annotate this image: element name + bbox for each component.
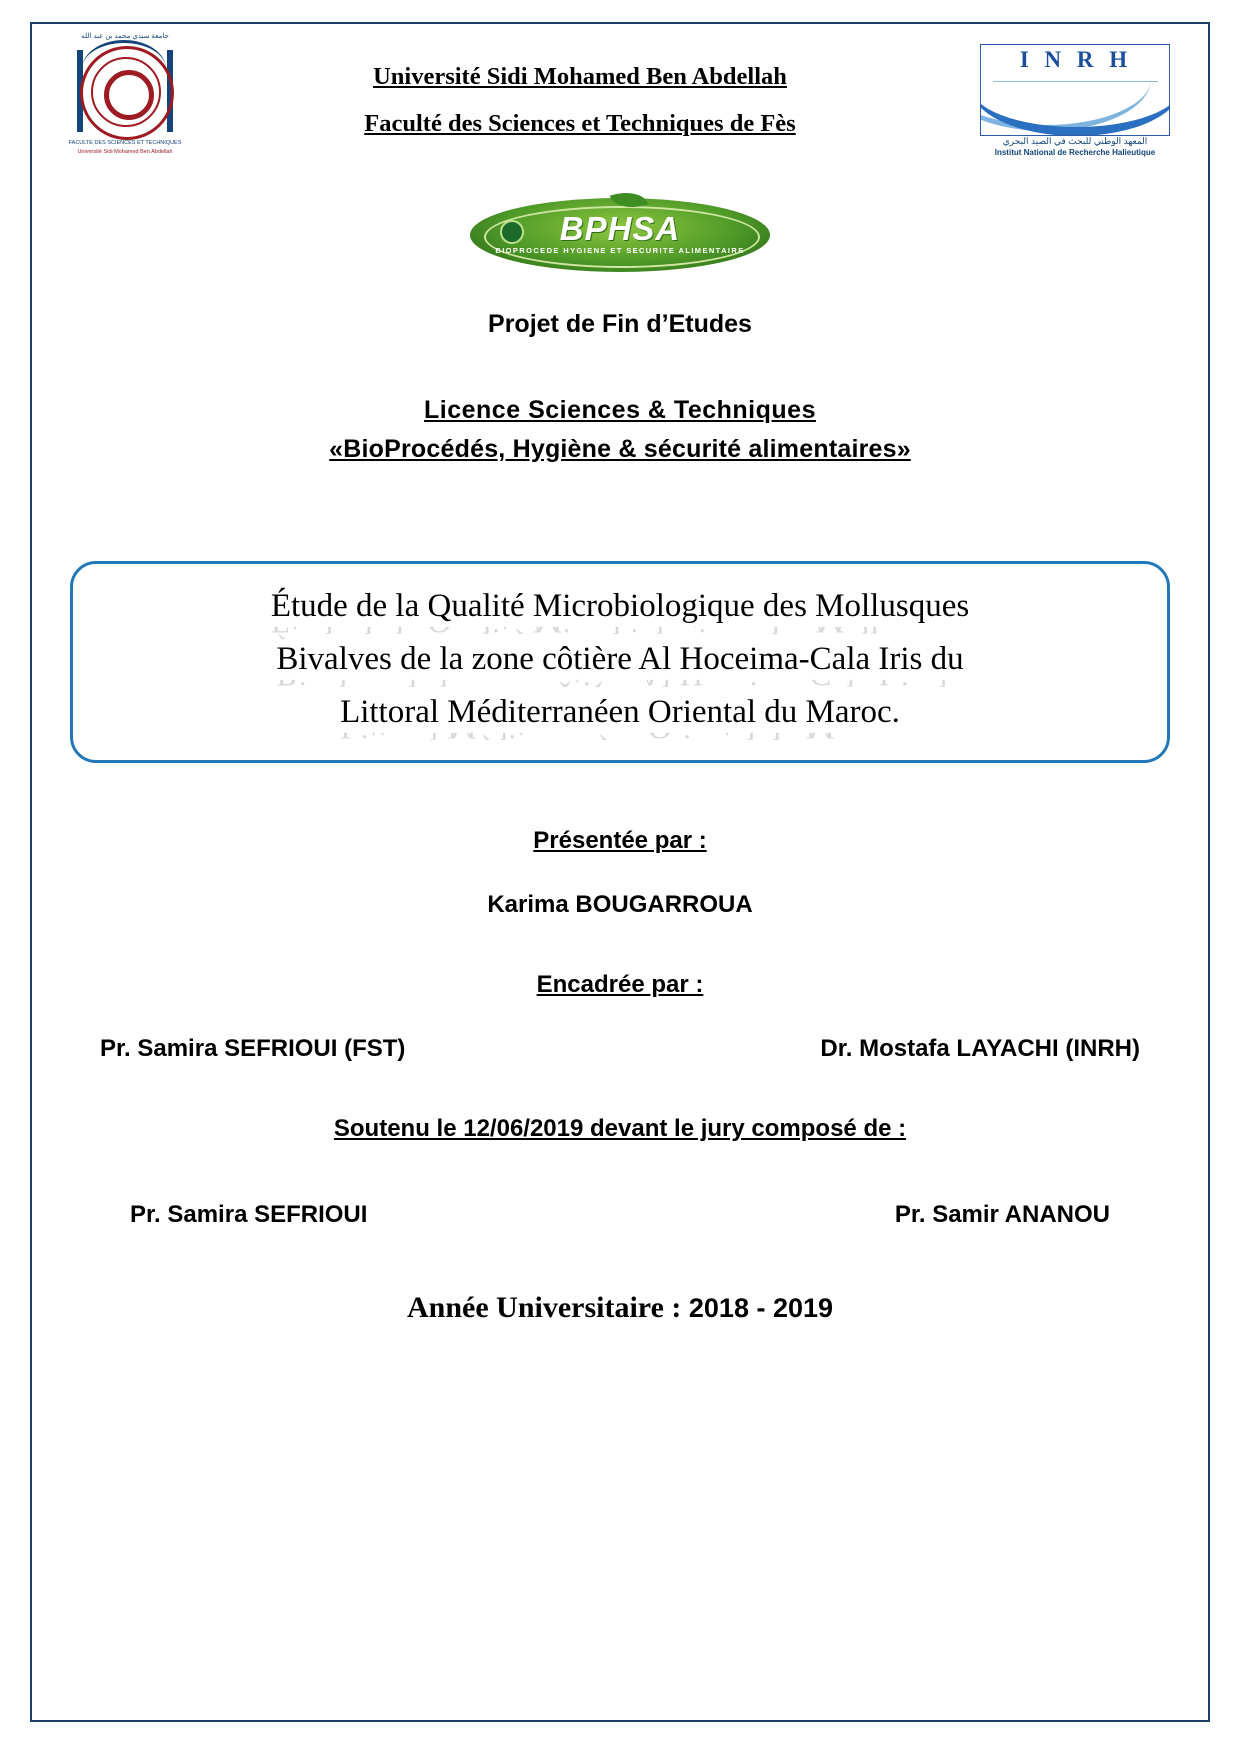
university-logo-arabic-text: جامعة سيدي محمد بن عبد الله [81,33,169,40]
academic-year-value: 2018 - 2019 [688,1292,834,1323]
jury-member-2: Pr. Samir ANANOU [894,1200,1110,1228]
supervised-by-label: Encadrée par : [536,970,704,998]
supervisors-row [60,1035,1180,1063]
degree-block [60,391,1180,469]
degree-line-2: «BioProcédés, Hygiène & sécurité alimentaires» [329,434,911,463]
jury-row [60,1201,1180,1229]
bphsa-logo-wrapper [60,190,1180,280]
university-logo-ring-inner [104,70,154,120]
thesis-title-line-2: Bivalves de la zone côtière Al Hoceima-Cala Iris du Bivalves de la zone côtière Al Hoceima-Cala Iris du [95,633,1145,686]
institution-heading [190,32,970,147]
inrh-wave-dark [980,87,1170,136]
document-type: Projet de Fin d’Etudes [488,310,752,338]
academic-year-label: Année Universitaire : [406,1290,689,1324]
degree-line-1: Licence Sciences & Techniques [424,396,816,424]
university-logo [60,32,190,162]
inrh-acronym: I N R H [1019,47,1133,72]
supervisor-1: Pr. Samira SEFRIOUI (FST) [100,1034,406,1062]
bphsa-logo [470,190,770,280]
inrh-arabic-name: المعهد الوطني للبحث في الصيد البحري [1002,136,1148,146]
author-name: Karima BOUGARROUA [487,890,753,918]
thesis-title [95,580,1145,740]
bphsa-name: BPHSA [559,210,681,247]
thesis-title-line-1: Étude de la Qualité Microbiologique des Mollusques Étude de la Qualité Microbiologique des Mollusques [95,580,1145,633]
university-name: Université Sidi Mohamed Ben Abdellah [373,63,787,90]
university-logo-caption: FACULTE DES SCIENCES ET TECHNIQUES [68,140,182,146]
jury-member-1: Pr. Samira SEFRIOUI [130,1200,368,1228]
presented-by-block [60,827,1180,855]
university-logo-subcaption: Université Sidi Mohamed Ben Abdellah [77,149,173,155]
academic-year [60,1291,1180,1325]
thesis-title-line-3: Littoral Méditerranéen Oriental du Maroc. Littoral Méditerranéen Oriental du Maroc. [95,686,1145,739]
cover-page [32,24,1208,1720]
header [60,32,1180,172]
bphsa-tagline: BIOPROCEDE HYGIENE ET SECURITE ALIMENTAIRE [495,246,745,255]
thesis-title-box [70,561,1170,763]
supervisor-2: Dr. Mostafa LAYACHI (INRH) [820,1034,1140,1062]
defense-line: Soutenu le 12/06/2019 devant le jury composé de : [333,1114,907,1142]
inrh-french-name: Institut National de Recherche Halieutique [994,148,1156,157]
inrh-logo [970,32,1180,162]
faculty-name: Faculté des Sciences et Techniques de Fès [364,109,796,137]
presented-by-label: Présentée par : [533,826,707,854]
